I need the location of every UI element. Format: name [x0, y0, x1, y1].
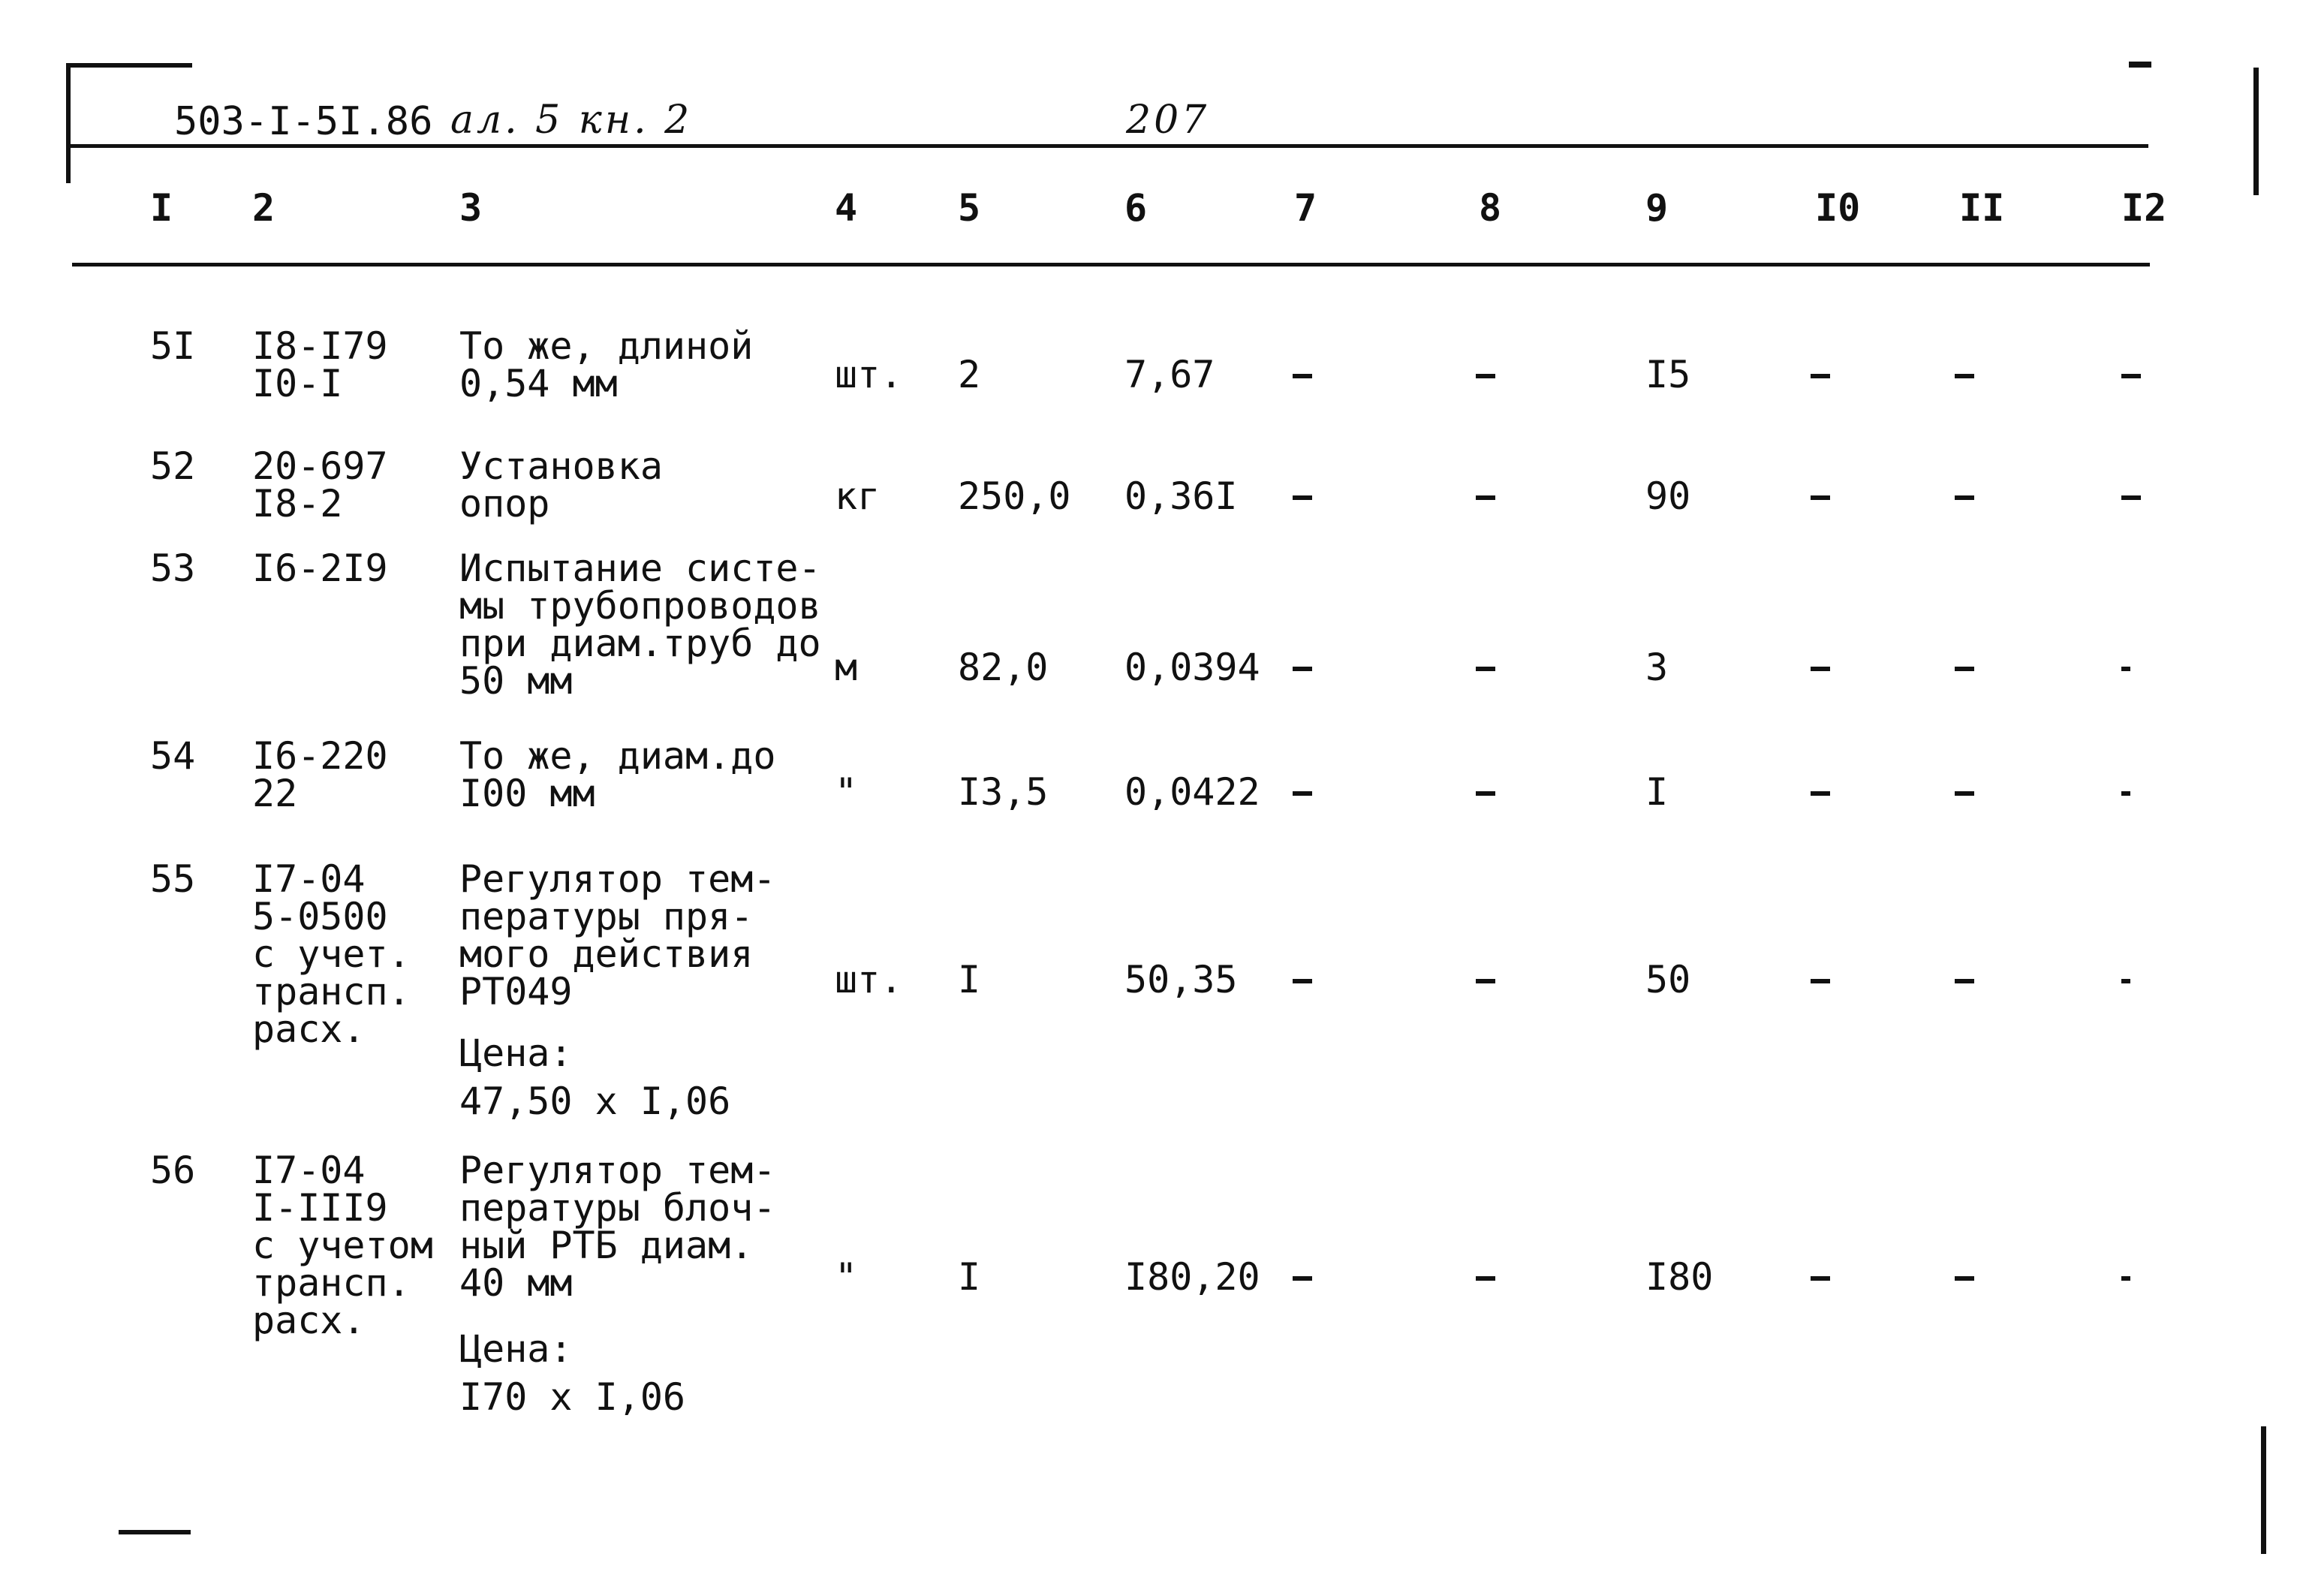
row-code-line: трансп.	[252, 1261, 411, 1305]
row-col9-value: I	[1645, 770, 1669, 814]
row-code-line: I6-220	[252, 734, 388, 778]
row-number: 55	[150, 857, 196, 901]
column-header-2: 2	[252, 186, 275, 230]
row-c8-dash	[1476, 374, 1495, 378]
row-col9-value: 90	[1645, 474, 1691, 518]
row-c10-dash	[1811, 495, 1830, 500]
row-code-line: с учет.	[252, 932, 411, 976]
row-description-line: 50 мм	[459, 659, 573, 703]
row-unit: кг	[835, 474, 881, 518]
row-quantity: I	[958, 1255, 981, 1299]
row-description	[459, 324, 754, 405]
row-description-line: 40 мм	[459, 1261, 573, 1305]
row-unit: м	[835, 646, 858, 689]
row-c12-dash	[2121, 374, 2141, 378]
row-c12-dash	[2121, 979, 2130, 983]
row-col9-value: I80	[1645, 1255, 1714, 1299]
row-code	[252, 444, 388, 525]
row-c10-dash	[1811, 1276, 1830, 1281]
row-description-line: Установка	[459, 444, 663, 488]
row-number: 53	[150, 547, 196, 590]
row-c11-dash	[1955, 495, 1974, 500]
row-code-line: с учетом	[252, 1224, 433, 1267]
row-description-line: пературы пря-	[459, 895, 754, 938]
row-unit-price: 50,35	[1124, 958, 1238, 1001]
row-c11-dash	[1955, 1276, 1974, 1281]
column-header-10: I0	[1815, 186, 1861, 230]
row-code-line: I6-2I9	[252, 547, 388, 590]
row-col9-value: 50	[1645, 958, 1691, 1001]
row-c12-dash	[2121, 791, 2130, 796]
row-c8-dash	[1476, 791, 1495, 796]
row-price-note	[459, 1327, 686, 1419]
row-description-line: ный РТБ диам.	[459, 1224, 754, 1267]
document-code: 503-I-5I.86	[174, 99, 433, 144]
row-code-line: расх.	[252, 1007, 366, 1051]
row-quantity: 2	[958, 353, 981, 396]
column-header-11: II	[1959, 186, 2005, 230]
row-description-line: Испытание систе-	[459, 547, 821, 590]
row-c7-dash	[1293, 374, 1312, 378]
row-price-note-line: Цена:	[459, 1031, 573, 1075]
row-code-line: I7-04	[252, 857, 366, 901]
row-unit-price: 0,36I	[1124, 474, 1238, 518]
row-description-line: То же, диам.до	[459, 734, 776, 778]
page-number: 207	[1126, 98, 1210, 143]
row-c11-dash	[1955, 791, 1974, 796]
row-description-line: 0,54 мм	[459, 362, 618, 405]
row-code-line: 22	[252, 772, 298, 815]
corner-mark-top-right	[2129, 62, 2151, 68]
column-header-9: 9	[1645, 186, 1669, 230]
row-number: 56	[150, 1149, 196, 1192]
row-c12-dash	[2121, 667, 2130, 671]
row-description-line: Регулятор тем-	[459, 1149, 776, 1192]
row-unit: "	[835, 1255, 858, 1299]
row-code-line: I0-I	[252, 362, 343, 405]
row-c12-dash	[2121, 1276, 2130, 1281]
column-header-4: 4	[835, 186, 858, 230]
row-c7-dash	[1293, 979, 1312, 983]
row-code-line: I-III9	[252, 1186, 388, 1230]
row-unit: шт.	[835, 958, 903, 1001]
row-c7-dash	[1293, 495, 1312, 500]
row-quantity: 82,0	[958, 646, 1049, 689]
row-code	[252, 857, 411, 1051]
row-c12-dash	[2121, 495, 2141, 500]
row-c8-dash	[1476, 1276, 1495, 1281]
row-price-note	[459, 1031, 731, 1123]
row-price-note-line: 47,50 х I,06	[459, 1080, 731, 1123]
row-code	[252, 547, 388, 590]
frame-top-left-rule	[66, 63, 192, 68]
row-unit-price: 0,0422	[1124, 770, 1260, 814]
row-code-line: 5-0500	[252, 895, 388, 938]
right-edge-mark-top	[2253, 68, 2259, 195]
row-c10-dash	[1811, 979, 1830, 983]
row-c8-dash	[1476, 667, 1495, 671]
row-c11-dash	[1955, 374, 1974, 378]
row-c8-dash	[1476, 979, 1495, 983]
album-note: ал. 5 кн. 2	[450, 98, 693, 143]
row-code-line: трансп.	[252, 970, 411, 1013]
column-header-7: 7	[1294, 186, 1317, 230]
row-unit-price: 7,67	[1124, 353, 1215, 396]
row-description	[459, 857, 776, 1013]
row-c10-dash	[1811, 791, 1830, 796]
row-code-line: I8-I79	[252, 324, 388, 368]
row-description-line: опор	[459, 482, 550, 525]
row-description	[459, 734, 776, 815]
row-col9-value: 3	[1645, 646, 1669, 689]
row-unit-price: 0,0394	[1124, 646, 1260, 689]
frame-left-rule	[66, 63, 71, 183]
row-code	[252, 324, 388, 405]
row-quantity: 250,0	[958, 474, 1071, 518]
row-code	[252, 734, 388, 815]
row-description-line: Регулятор тем-	[459, 857, 776, 901]
row-c10-dash	[1811, 667, 1830, 671]
corner-mark-bottom-left	[119, 1530, 191, 1534]
column-header-rule	[72, 263, 2150, 267]
row-number: 54	[150, 734, 196, 778]
row-description-line: мого действия	[459, 932, 754, 976]
row-code-line: 20-697	[252, 444, 388, 488]
row-c7-dash	[1293, 667, 1312, 671]
row-description-line: РТ049	[459, 970, 573, 1013]
row-price-note-line: Цена:	[459, 1327, 573, 1371]
row-code	[252, 1149, 433, 1342]
row-unit: "	[835, 770, 858, 814]
row-quantity: I3,5	[958, 770, 1049, 814]
row-c7-dash	[1293, 791, 1312, 796]
row-price-note-line: I70 х I,06	[459, 1375, 686, 1419]
row-col9-value: I5	[1645, 353, 1691, 396]
row-description-line: мы трубопроводов	[459, 584, 821, 628]
row-code-line: расх.	[252, 1299, 366, 1342]
column-header-12: I2	[2121, 186, 2167, 230]
row-number: 52	[150, 444, 196, 488]
header-rule	[68, 144, 2148, 148]
row-description	[459, 444, 663, 525]
column-header-6: 6	[1124, 186, 1148, 230]
column-header-3: 3	[459, 186, 483, 230]
row-c8-dash	[1476, 495, 1495, 500]
row-description-line: при диам.труб до	[459, 622, 821, 665]
row-unit-price: I80,20	[1124, 1255, 1260, 1299]
row-quantity: I	[958, 958, 981, 1001]
row-c10-dash	[1811, 374, 1830, 378]
right-edge-mark-bottom	[2261, 1426, 2266, 1554]
row-c11-dash	[1955, 667, 1974, 671]
row-description-line: пературы блоч-	[459, 1186, 776, 1230]
row-c7-dash	[1293, 1276, 1312, 1281]
row-number: 5I	[150, 324, 196, 368]
column-header-8: 8	[1479, 186, 1502, 230]
row-code-line: I8-2	[252, 482, 343, 525]
column-header-5: 5	[958, 186, 981, 230]
row-code-line: I7-04	[252, 1149, 366, 1192]
row-unit: шт.	[835, 353, 903, 396]
row-description-line: I00 мм	[459, 772, 595, 815]
row-description	[459, 1149, 776, 1305]
row-description-line: То же, длиной	[459, 324, 754, 368]
row-c11-dash	[1955, 979, 1974, 983]
column-header-1: I	[150, 186, 173, 230]
row-description	[459, 547, 821, 703]
